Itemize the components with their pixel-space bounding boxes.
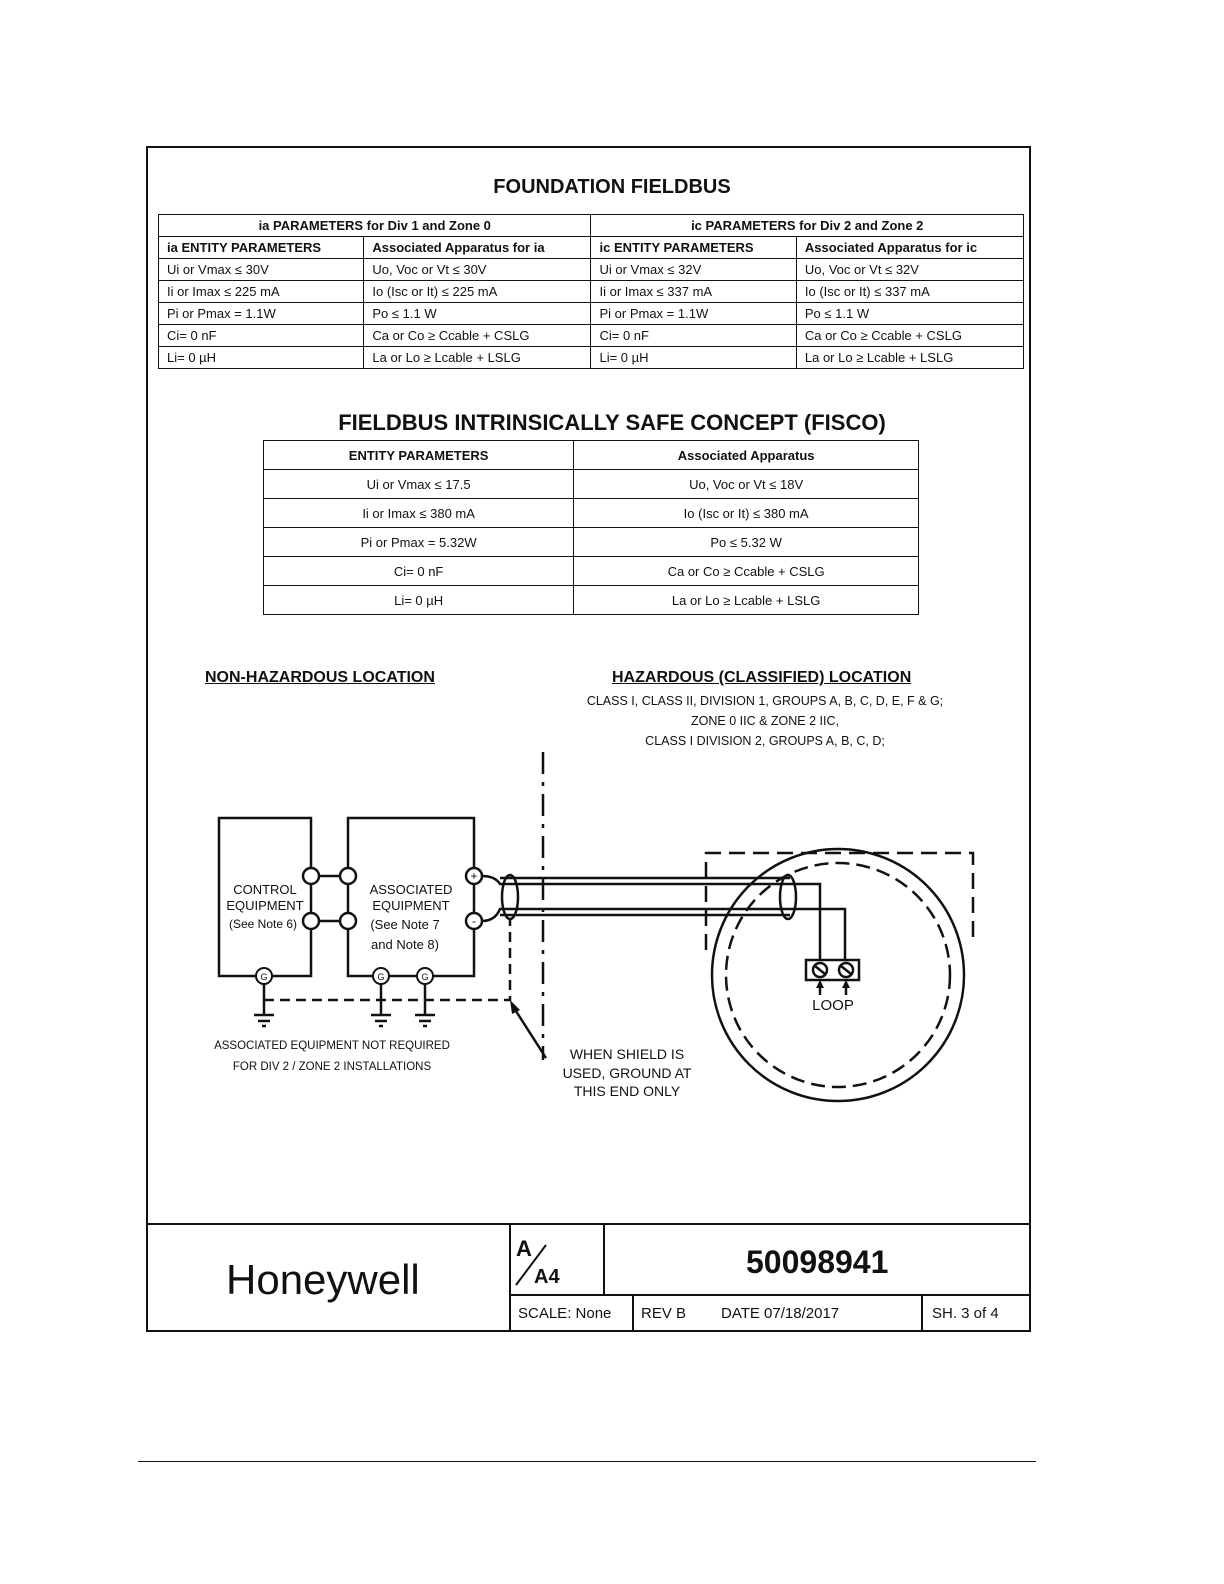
col-ic-entity: ic ENTITY PARAMETERS (591, 237, 796, 259)
cell: La or Lo ≥ Lcable + LSLG (574, 586, 919, 615)
cell: Po ≤ 1.1 W (364, 303, 591, 325)
cell: Ui or Vmax ≤ 30V (159, 259, 364, 281)
cell: Io (Isc or It) ≤ 380 mA (574, 499, 919, 528)
document-number: 50098941 (746, 1244, 889, 1280)
associated-equipment-box (348, 818, 474, 976)
cell: La or Lo ≥ Lcable + LSLG (364, 347, 591, 369)
cell: Li= 0 µH (159, 347, 364, 369)
cell: Ui or Vmax ≤ 17.5 (264, 470, 574, 499)
cell: La or Lo ≥ Lcable + LSLG (796, 347, 1023, 369)
cell: Uo, Voc or Vt ≤ 30V (364, 259, 591, 281)
size-a4: A4 (534, 1266, 560, 1288)
honeywell-logo: Honeywell (226, 1256, 420, 1303)
assoc-label-4: and Note 8) (371, 937, 439, 952)
col-fisco-entity: ENTITY PARAMETERS (264, 441, 574, 470)
non-hazardous-label: NON-HAZARDOUS LOCATION (205, 669, 435, 686)
control-equipment-box (219, 818, 311, 976)
cell: Ui or Vmax ≤ 32V (591, 259, 796, 281)
ground-symbol: G (377, 972, 385, 982)
class-line-1: CLASS I, CLASS II, DIVISION 1, GROUPS A, B, C, D, E, F & G; (586, 694, 944, 708)
cell: Io (Isc or It) ≤ 225 mA (364, 281, 591, 303)
control-label-3: (See Note 6) (228, 917, 298, 931)
cell: Li= 0 µH (264, 586, 574, 615)
shield-note-3: THIS END ONLY (573, 1083, 681, 1099)
shield-note-2: USED, GROUND AT (562, 1065, 692, 1081)
control-label-1: CONTROL (233, 882, 297, 897)
class-line-2: ZONE 0 IIC & ZONE 2 IIC, (691, 714, 839, 728)
cell: Uo, Voc or Vt ≤ 18V (574, 470, 919, 499)
ia-header: ia PARAMETERS for Div 1 and Zone 0 (159, 215, 591, 237)
cell: Ci= 0 nF (591, 325, 796, 347)
cell: Pi or Pmax = 1.1W (591, 303, 796, 325)
fisco-title: FIELDBUS INTRINSICALLY SAFE CONCEPT (FISCO) (338, 410, 886, 435)
minus-sign: - (472, 914, 476, 928)
cell: Ii or Imax ≤ 337 mA (591, 281, 796, 303)
cell: Ci= 0 nF (264, 557, 574, 586)
cell: Ca or Co ≥ Ccable + CSLG (796, 325, 1023, 347)
rev-field: REV B (641, 1305, 687, 1322)
cell: Pi or Pmax = 5.32W (264, 528, 574, 557)
cell: Ii or Imax ≤ 225 mA (159, 281, 364, 303)
scale-field: SCALE: None (518, 1305, 612, 1322)
col-ia-assoc: Associated Apparatus for ia (364, 237, 591, 259)
ground-symbol: G (421, 972, 429, 982)
assoc-label-1: ASSOCIATED (369, 882, 453, 897)
shield-note-1: WHEN SHIELD IS (569, 1046, 685, 1062)
date-field: DATE 07/18/2017 (721, 1305, 840, 1322)
sheet-field: SH. 3 of 4 (932, 1305, 999, 1322)
class-line-3: CLASS I DIVISION 2, GROUPS A, B, C, D; (645, 734, 885, 748)
cell: Ca or Co ≥ Ccable + CSLG (364, 325, 591, 347)
hazardous-label: HAZARDOUS (CLASSIFIED) LOCATION (612, 669, 912, 686)
assoc-note-2: FOR DIV 2 / ZONE 2 INSTALLATIONS (232, 1061, 432, 1073)
cell: Ii or Imax ≤ 380 mA (264, 499, 574, 528)
cell: Li= 0 µH (591, 347, 796, 369)
col-fisco-assoc: Associated Apparatus (574, 441, 919, 470)
assoc-label-2: EQUIPMENT (372, 898, 450, 913)
control-label-2: EQUIPMENT (226, 898, 304, 913)
cell: Io (Isc or It) ≤ 337 mA (796, 281, 1023, 303)
cell: Po ≤ 1.1 W (796, 303, 1023, 325)
loop-label: LOOP (812, 997, 854, 1014)
cell: Po ≤ 5.32 W (574, 528, 919, 557)
assoc-label-3: (See Note 7 (370, 917, 440, 932)
ic-header: ic PARAMETERS for Div 2 and Zone 2 (591, 215, 1024, 237)
size-a: A (516, 1236, 532, 1261)
plus-sign: + (470, 869, 478, 883)
page-footer-rule (138, 1461, 1036, 1462)
cell: Uo, Voc or Vt ≤ 32V (796, 259, 1023, 281)
assoc-note-1: ASSOCIATED EQUIPMENT NOT REQUIRED (214, 1040, 450, 1052)
ground-symbol: G (260, 972, 268, 982)
cell: Ca or Co ≥ Ccable + CSLG (574, 557, 919, 586)
foundation-fieldbus-title: FOUNDATION FIELDBUS (493, 176, 731, 198)
cell: Ci= 0 nF (159, 325, 364, 347)
transmitter-housing (712, 849, 964, 1101)
cell: Pi or Pmax = 1.1W (159, 303, 364, 325)
col-ia-entity: ia ENTITY PARAMETERS (159, 237, 364, 259)
col-ic-assoc: Associated Apparatus for ic (796, 237, 1023, 259)
